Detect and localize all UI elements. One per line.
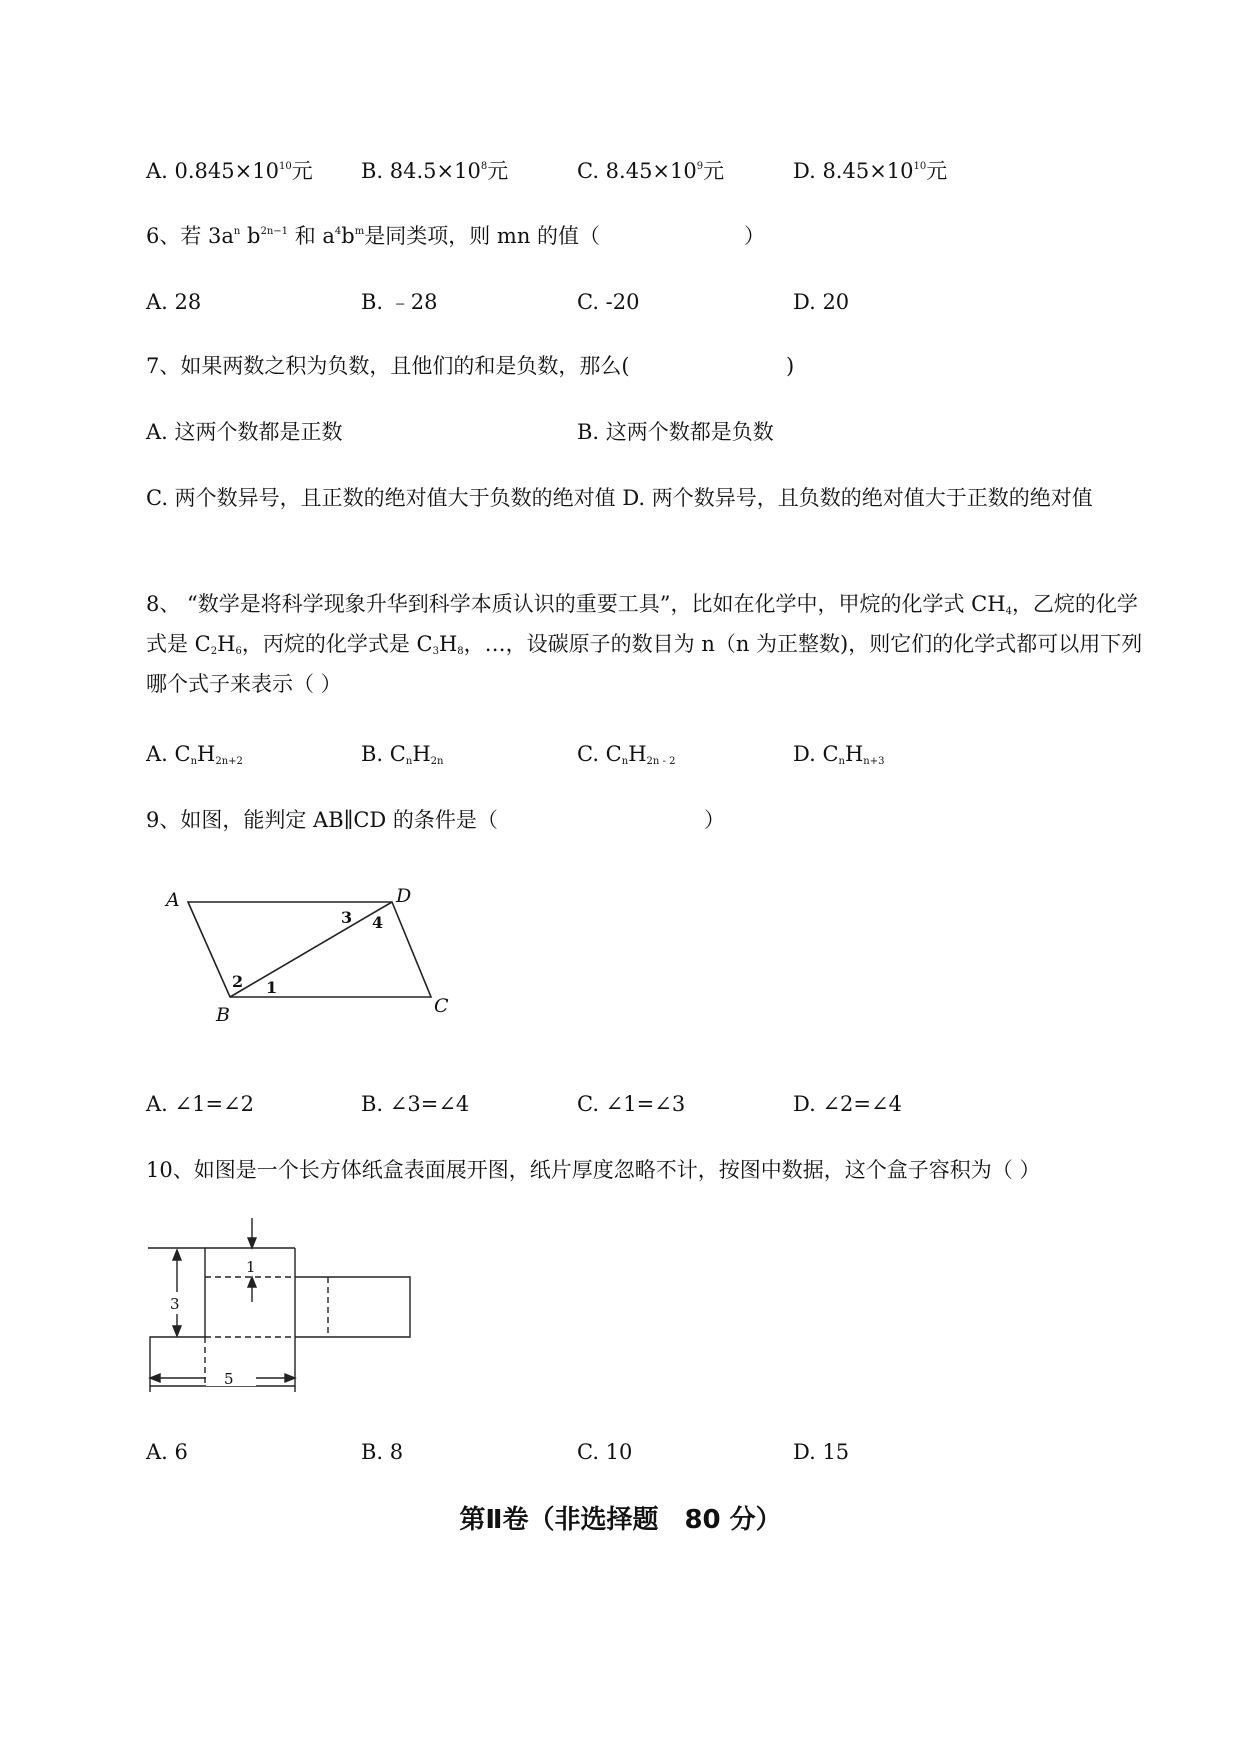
q7-option-b: B. 这两个数都是负数 xyxy=(577,420,774,444)
q6-option-b: B. ﹣28 xyxy=(361,290,438,314)
q8-stem: 8、 “数学是将科学现象升华到科学本质认识的重要工具”，比如在化学中，甲烷的化学式 $CH_4$，乙烷的化学式是 $C_2H_6$，丙烷的化学式是 $C_3H_8$，…，设碳原子的数目为 n（n 为正整数)，则它们的化学式都可以用下列哪个式子来表示（ ） xyxy=(146,592,1143,696)
q10-dim-1: 1 xyxy=(246,1258,256,1276)
q9-label-b: B xyxy=(216,1004,230,1026)
q7-stem: 7、如果两数之积为负数，且他们的和是负数，那么( xyxy=(146,354,630,378)
q7-close-paren: ) xyxy=(786,354,795,378)
q5-option-a: A. $0.845\times 10^{10}$元 xyxy=(146,159,313,183)
q10-option-d: D. 15 xyxy=(793,1440,850,1464)
q9-angle-3: 3 xyxy=(341,908,353,927)
q10-option-a: A. 6 xyxy=(146,1440,188,1464)
q9-label-d: D xyxy=(396,885,412,907)
q10-dim-5: 5 xyxy=(224,1370,234,1388)
q7-option-a: A. 这两个数都是正数 xyxy=(146,420,343,444)
q9-stem: 9、如图，能判定 AB∥CD 的条件是（ xyxy=(146,808,498,832)
q6-option-a: A. 28 xyxy=(146,290,202,314)
q9-option-c: C. ∠1=∠3 xyxy=(577,1092,686,1116)
q10-stem: 10、如图是一个长方体纸盒表面展开图，纸片厚度忽略不计，按图中数据，这个盒子容积为（ ） xyxy=(146,1158,1041,1182)
q8-option-c: C. $C_nH_{2n - 2}$ xyxy=(577,742,676,767)
q5-option-d: D. $8.45\times 10^{10}$元 xyxy=(793,159,948,183)
q5-option-c: C. $8.45\times 10^9$元 xyxy=(577,159,725,183)
q9-option-b: B. ∠3=∠4 xyxy=(361,1092,470,1116)
q8-option-a: A. $C_nH_{2n+2}$ xyxy=(146,742,243,767)
q6-close-paren: ） xyxy=(744,224,765,248)
q6-option-d: D. 20 xyxy=(793,290,850,314)
q5-option-b: B. $84.5\times 10^8$元 xyxy=(361,159,509,183)
q10-box-net-figure xyxy=(140,1210,440,1410)
q10-option-c: C. 10 xyxy=(577,1440,633,1464)
q9-angle-1: 1 xyxy=(266,978,278,997)
q9-angle-4: 4 xyxy=(372,913,384,932)
section-title: 第Ⅱ卷（非选择题 80 分） xyxy=(459,1505,782,1535)
q9-option-d: D. ∠2=∠4 xyxy=(793,1092,902,1116)
q9-label-a: A xyxy=(166,889,180,911)
q7-options-cd: C. 两个数异号，且正数的绝对值大于负数的绝对值 D. 两个数异号，且负数的绝对值大于正数的绝对值 xyxy=(146,486,1093,510)
q9-close-paren: ） xyxy=(704,808,725,832)
q9-angle-2: 2 xyxy=(232,972,244,991)
q10-dim-3: 3 xyxy=(170,1295,180,1313)
q9-parallelogram-figure xyxy=(150,880,470,1030)
q8-option-b: B. $C_nH_{2n}$ xyxy=(361,742,444,767)
q10-option-b: B. 8 xyxy=(361,1440,404,1464)
q8-option-d: D. $C_nH_{n+3}$ xyxy=(793,742,885,767)
q9-label-c: C xyxy=(434,995,449,1017)
q9-option-a: A. ∠1=∠2 xyxy=(146,1092,255,1116)
q6-option-c: C. -20 xyxy=(577,290,640,314)
q6-stem: 6、若 $3a^n$ $b^{2n-1}$ 和 $a^4b^m$是同类项，则 mn 的值（ xyxy=(146,224,601,248)
